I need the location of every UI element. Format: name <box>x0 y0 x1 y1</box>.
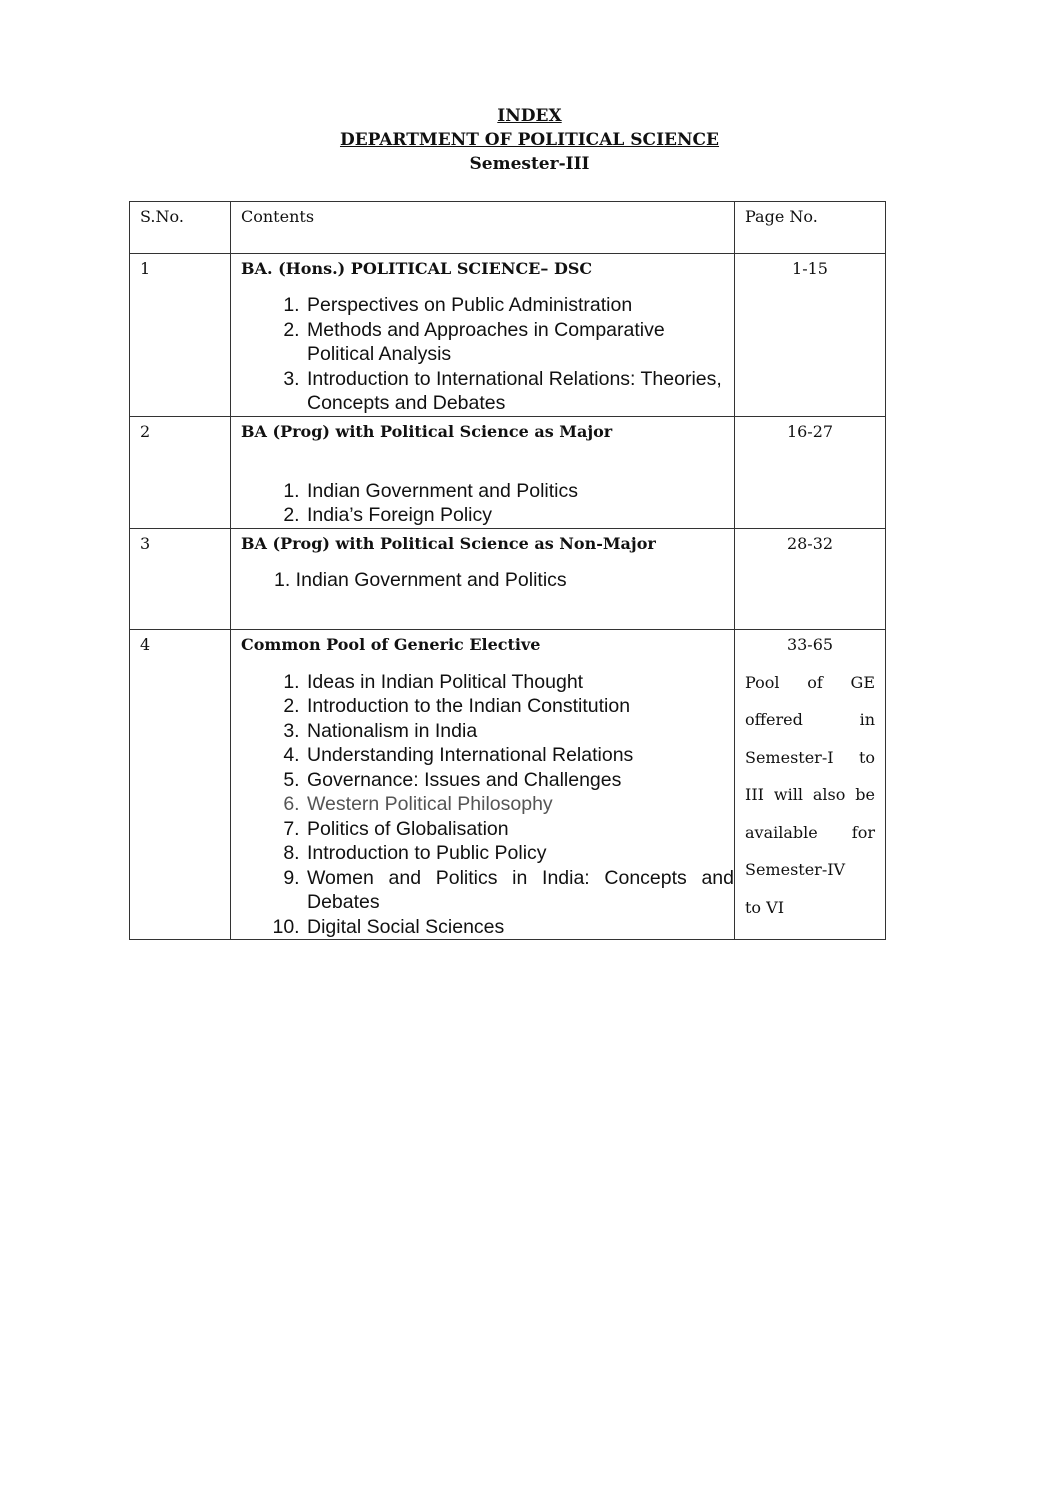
table-row <box>130 528 886 629</box>
row-page: 28-32 <box>735 528 886 629</box>
header-contents: Contents <box>231 202 735 254</box>
list-item: 2. Methods and Approaches in Comparative Political Analysis <box>305 318 734 367</box>
row-contents <box>231 629 735 940</box>
header-page: Page No. <box>735 202 886 254</box>
list-item: 4. Understanding International Relations <box>305 743 734 768</box>
list-item: 1. Indian Government and Politics <box>305 479 734 504</box>
row-page: 1-15 <box>735 254 886 417</box>
list-item: 3. Introduction to International Relations: Theories, Concepts and Debates <box>305 367 734 416</box>
note-line: Semester-IV <box>745 860 846 879</box>
table-header-row <box>130 202 886 254</box>
note-line: III will also be <box>745 785 875 804</box>
list-item: 9. Women and Politics in India: Concepts and Debates <box>305 866 734 915</box>
table-row <box>130 629 886 940</box>
row-contents <box>231 416 735 528</box>
list-item: 3. Nationalism in India <box>305 719 734 744</box>
row-sno: 1 <box>130 254 231 417</box>
row-page: 16-27 <box>735 416 886 528</box>
section-title: BA (Prog) with Political Science as Major <box>241 421 613 441</box>
note-line: available for <box>745 822 875 842</box>
course-list <box>231 479 734 528</box>
list-item: 7. Politics of Globalisation <box>305 817 734 842</box>
note-line: to VI <box>745 897 785 917</box>
row-sno: 2 <box>130 416 231 528</box>
list-item: 6. Western Political Philosophy <box>305 792 734 817</box>
department-title: DEPARTMENT OF POLITICAL SCIENCE <box>339 130 720 150</box>
section-title: BA. (Hons.) POLITICAL SCIENCE– DSC <box>241 259 593 278</box>
index-title: INDEX <box>497 106 562 126</box>
semester-title: Semester-III <box>469 154 590 174</box>
note-line: Pool of GE <box>745 672 875 692</box>
row-page: 33-65 Pool of GE offered in Semester-I to III will also be available for Semester-IV to VI <box>735 629 886 940</box>
list-item: 8. Introduction to Public Policy <box>305 841 734 866</box>
row-sno: 4 <box>130 629 231 940</box>
index-table <box>129 201 886 940</box>
list-item: 2. India’s Foreign Policy <box>305 503 734 528</box>
list-item: 5. Governance: Issues and Challenges <box>305 768 734 793</box>
list-item: 10. Digital Social Sciences <box>305 915 734 940</box>
table-row <box>130 416 886 528</box>
table-row <box>130 254 886 417</box>
ge-note <box>735 656 885 927</box>
list-item: 2. Introduction to the Indian Constitution <box>305 694 734 719</box>
row-sno: 3 <box>130 528 231 629</box>
note-line: Semester-I to <box>745 747 875 767</box>
document-header <box>0 104 1059 176</box>
row-contents <box>231 528 735 629</box>
note-line: offered in <box>745 710 875 729</box>
section-title: Common Pool of Generic Elective <box>241 634 541 654</box>
course-list <box>231 670 734 940</box>
list-item: 1. Ideas in Indian Political Thought <box>305 670 734 695</box>
row-contents <box>231 254 735 417</box>
course-list <box>231 293 734 416</box>
list-item: 1. Indian Government and Politics <box>274 568 567 591</box>
list-item: 1. Perspectives on Public Administration <box>305 293 734 318</box>
section-title: BA (Prog) with Political Science as Non-Major <box>241 533 656 553</box>
header-sno: S.No. <box>130 202 231 254</box>
